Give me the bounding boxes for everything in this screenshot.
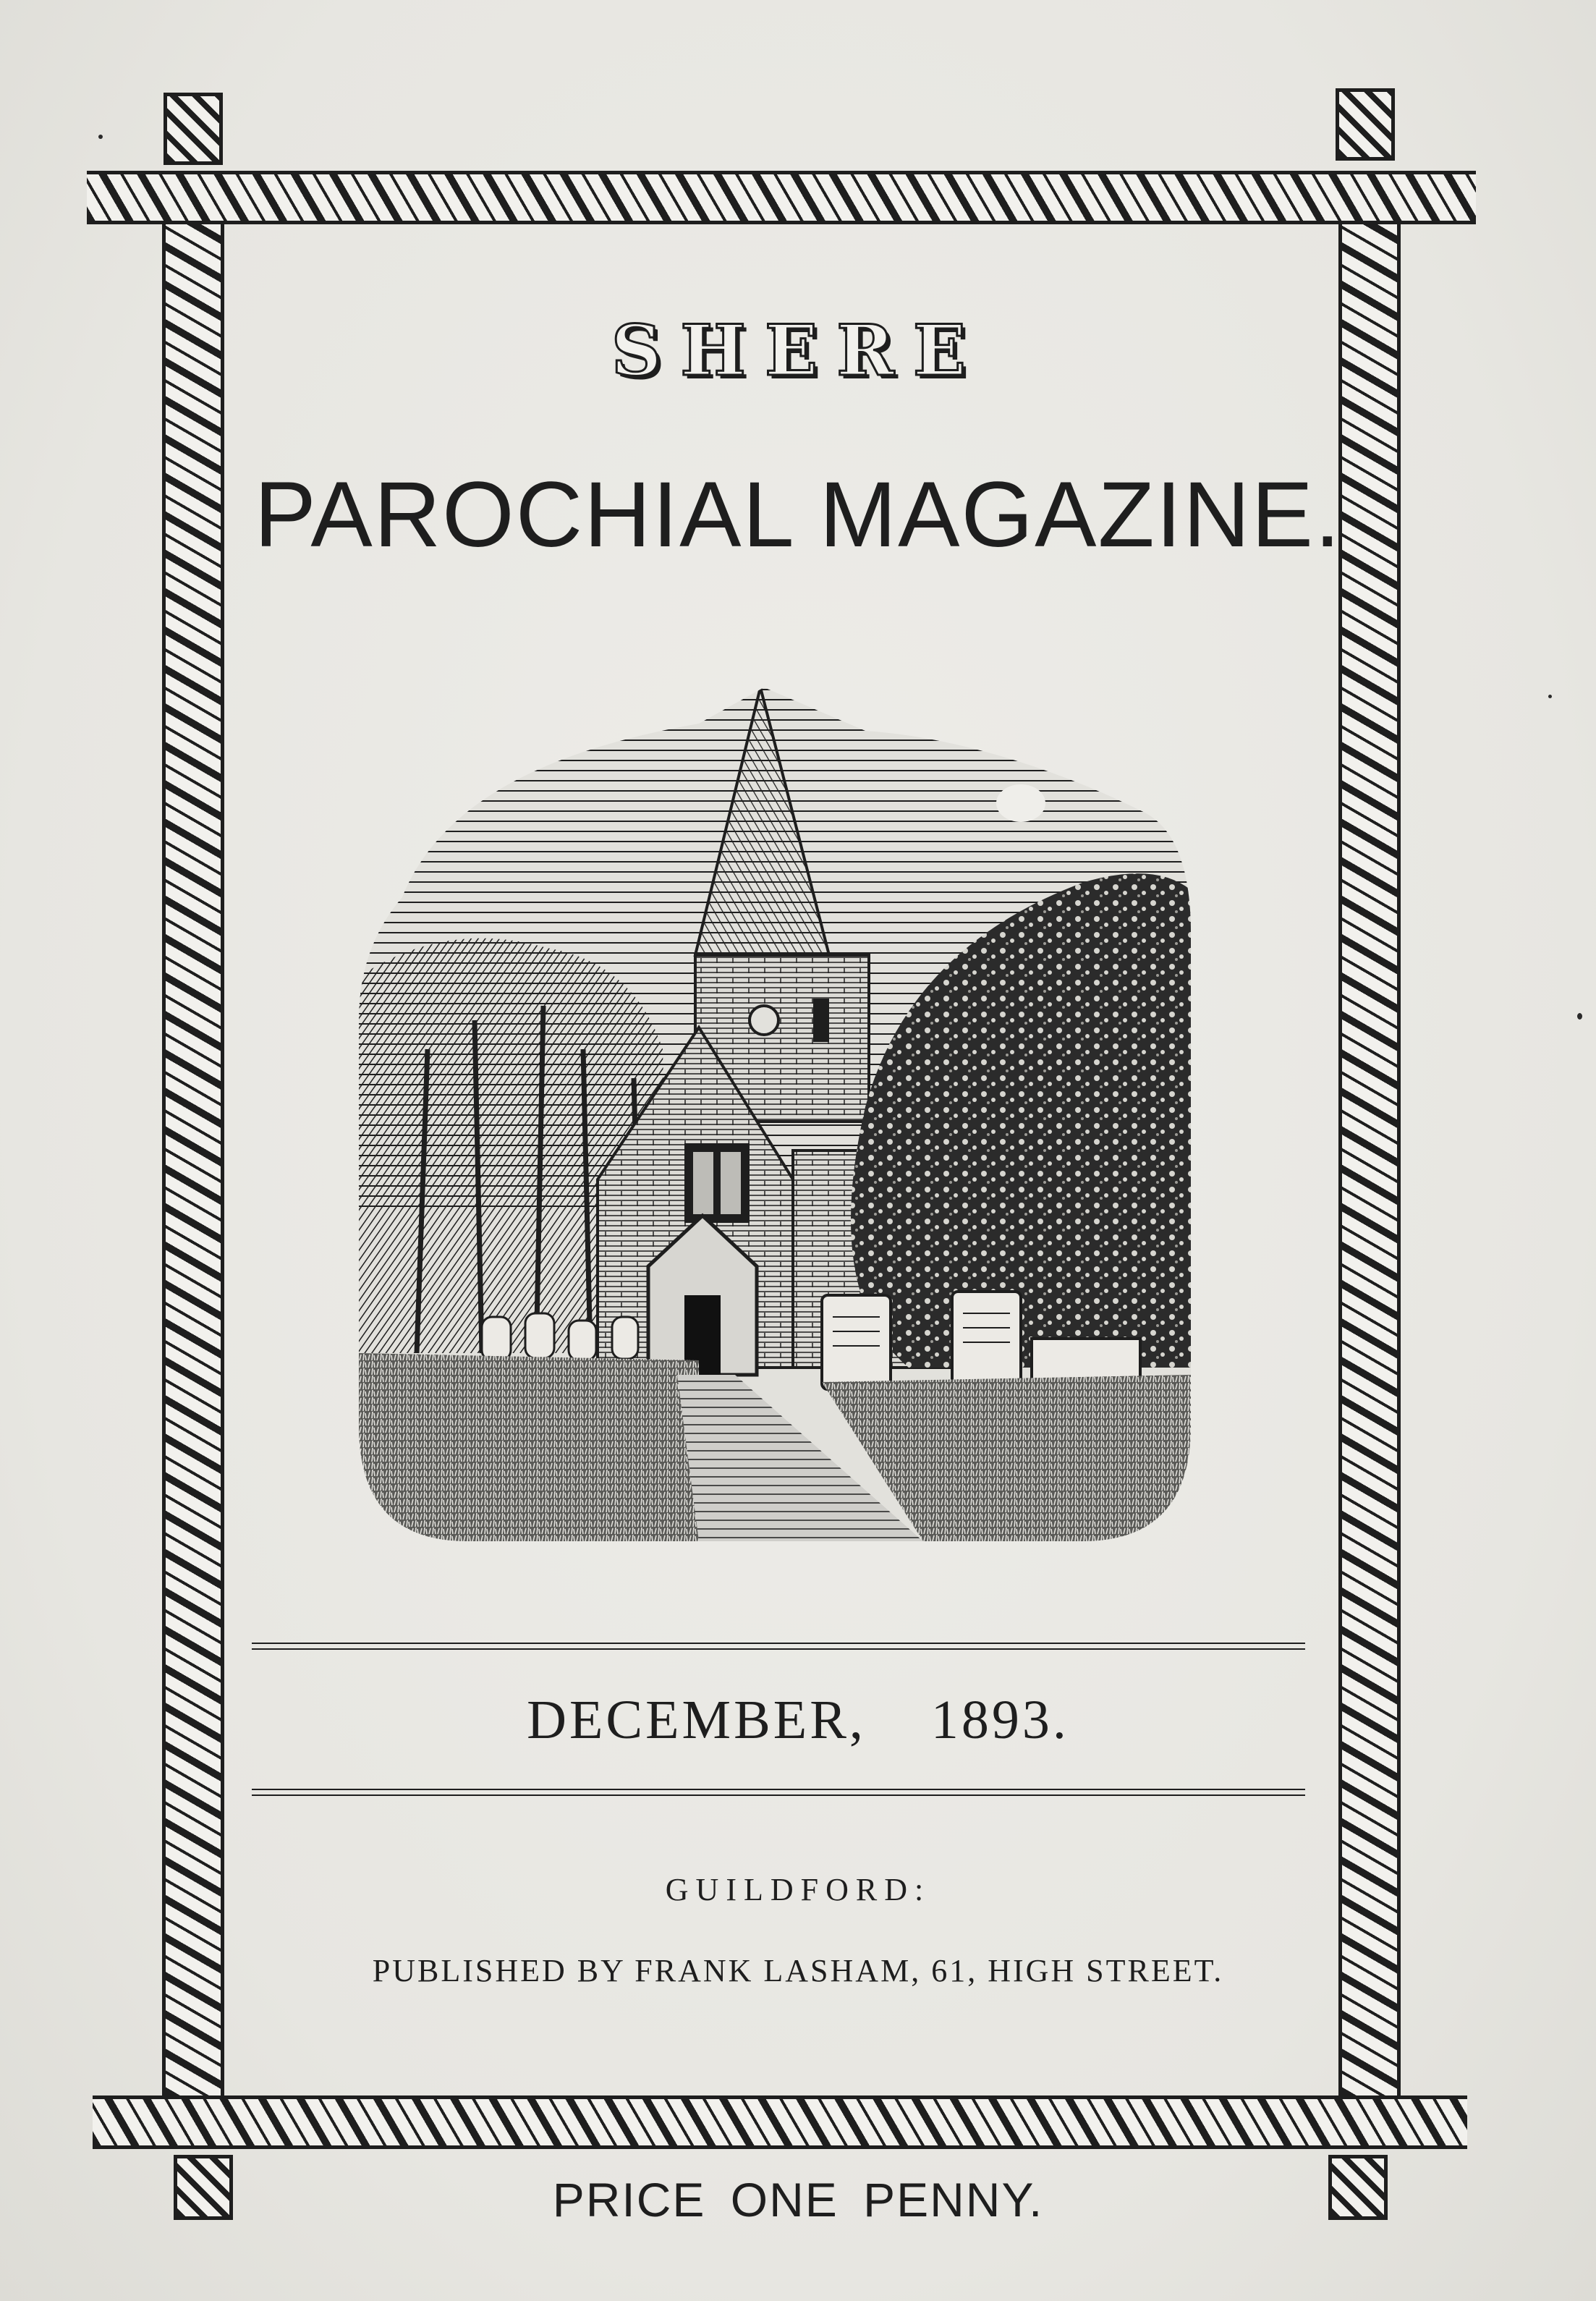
church-engraving-icon — [359, 644, 1191, 1541]
title-parochial-magazine: PAROCHIAL MAGAZINE. — [254, 463, 1342, 567]
issue-year: 1893. — [930, 1690, 1069, 1750]
issue-date — [0, 1689, 1596, 1752]
imprint-publisher: PUBLISHED BY FRANK LASHAM, 61, HIGH STREET. — [372, 1953, 1224, 1988]
border-top-band — [87, 171, 1476, 224]
ink-speck — [1548, 695, 1552, 698]
price-label: PRICE ONE PENNY. — [552, 2173, 1044, 2226]
border-corner-top-left — [164, 93, 223, 165]
rule-below-date — [252, 1789, 1305, 1796]
ink-speck — [1577, 1013, 1582, 1020]
border-corner-top-right — [1336, 88, 1395, 161]
rule-above-date — [252, 1643, 1305, 1650]
title-shere: SHERE — [611, 310, 985, 391]
border-bottom-band — [93, 2096, 1467, 2149]
imprint-place: GUILDFORD: — [665, 1872, 931, 1907]
ink-speck — [98, 135, 103, 139]
issue-month: DECEMBER, — [527, 1690, 866, 1750]
